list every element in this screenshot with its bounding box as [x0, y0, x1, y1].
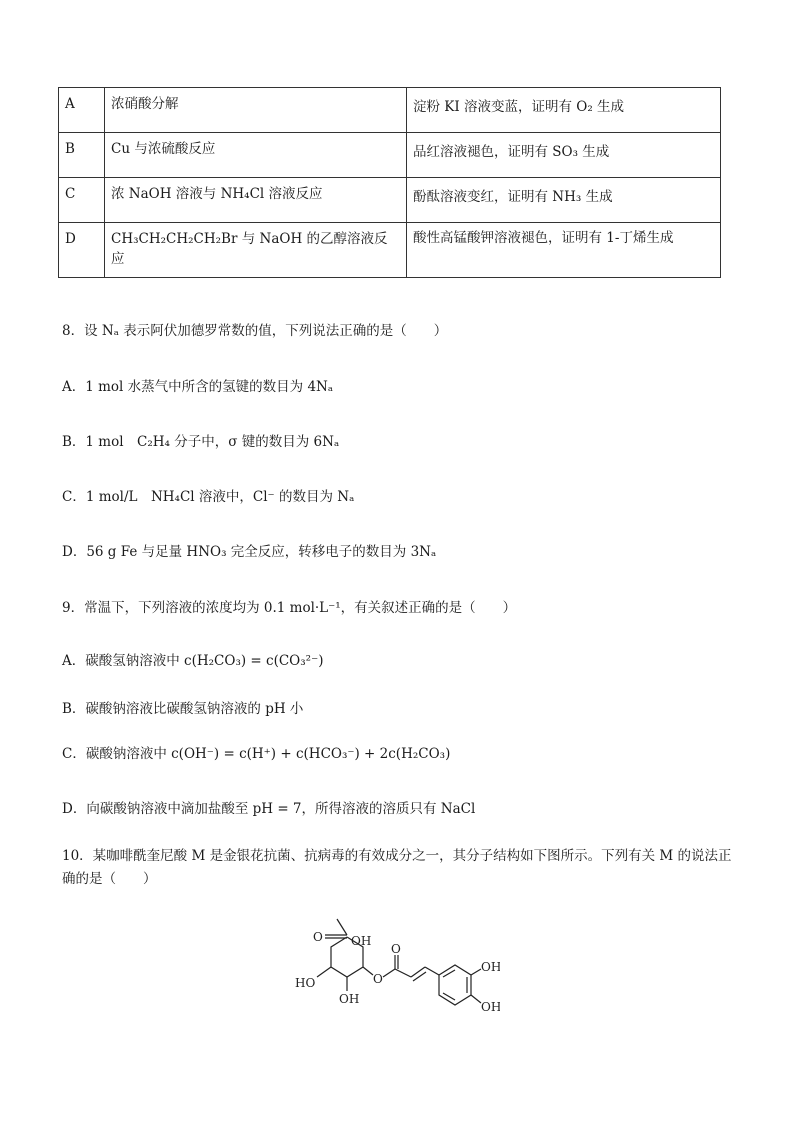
q8-option-c: C．1 mol/L NH₄Cl 溶液中，Cl⁻ 的数目为 Nₐ [62, 489, 355, 505]
label-aryl-oh-2: OH [481, 1000, 500, 1014]
q9-stem: 9．常温下，下列溶液的浓度均为 0.1 mol·L⁻¹，有关叙述正确的是（ ） [62, 600, 517, 616]
row-observation: 酸性高锰酸钾溶液褪色，证明有 1-丁烯生成 [407, 223, 721, 278]
row-reaction: 浓 NaOH 溶液与 NH₄Cl 溶液反应 [105, 178, 407, 223]
row-observation: 品红溶液褪色，证明有 SO₃ 生成 [407, 133, 721, 178]
row-label: B [59, 133, 105, 178]
q9-option-a: A．碳酸氢钠溶液中 c(H₂CO₃) = c(CO₃²⁻) [62, 653, 324, 669]
table-row [59, 223, 721, 278]
label-carbonyl-o: O [391, 942, 401, 956]
q8-option-d: D．56 g Fe 与足量 HNO₃ 完全反应，转移电子的数目为 3Nₐ [62, 544, 437, 560]
q8-option-b: B．1 mol C₂H₄ 分子中，σ 键的数目为 6Nₐ [62, 434, 340, 450]
q9-option-b: B．碳酸钠溶液比碳酸氢钠溶液的 pH 小 [62, 701, 304, 717]
row-observation: 淀粉 KI 溶液变蓝，证明有 O₂ 生成 [407, 88, 721, 133]
row-reaction: 浓硝酸分解 [105, 88, 407, 133]
row-label: A [59, 88, 105, 133]
experiment-table [58, 87, 721, 278]
row-label: D [59, 223, 105, 278]
molecule-structure-figure [295, 915, 500, 1030]
table-row [59, 133, 721, 178]
row-reaction: CH₃CH₂CH₂CH₂Br 与 NaOH 的乙醇溶液反应 [105, 223, 407, 278]
molecule-svg [295, 915, 500, 1030]
row-label: C [59, 178, 105, 223]
label-aryl-oh-1: OH [481, 960, 500, 974]
row-reaction: Cu 与浓硫酸反应 [105, 133, 407, 178]
q8-option-a: A．1 mol 水蒸气中所含的氢键的数目为 4Nₐ [62, 379, 334, 395]
label-ester-o: O [373, 972, 383, 986]
table-row [59, 88, 721, 133]
label-ketone-o: O [313, 930, 323, 944]
label-oh-left: HO [295, 976, 316, 990]
label-oh-bottom: OH [339, 992, 360, 1006]
q9-option-d: D．向碳酸钠溶液中滴加盐酸至 pH = 7，所得溶液的溶质只有 NaCl [62, 801, 476, 817]
row-observation: 酚酞溶液变红，证明有 NH₃ 生成 [407, 178, 721, 223]
table-row [59, 178, 721, 223]
label-oh-top: OH [351, 934, 372, 948]
q8-stem: 8．设 Nₐ 表示阿伏加德罗常数的值，下列说法正确的是（ ） [62, 323, 448, 339]
q10-stem: 10．某咖啡酰奎尼酸 M 是金银花抗菌、抗病毒的有效成分之一，其分子结构如下图所示。下列有关 M 的说法正确的是（ ） [62, 848, 732, 887]
q9-option-c: C．碳酸钠溶液中 c(OH⁻) = c(H⁺) + c(HCO₃⁻) + 2c(H₂CO₃) [62, 746, 451, 762]
